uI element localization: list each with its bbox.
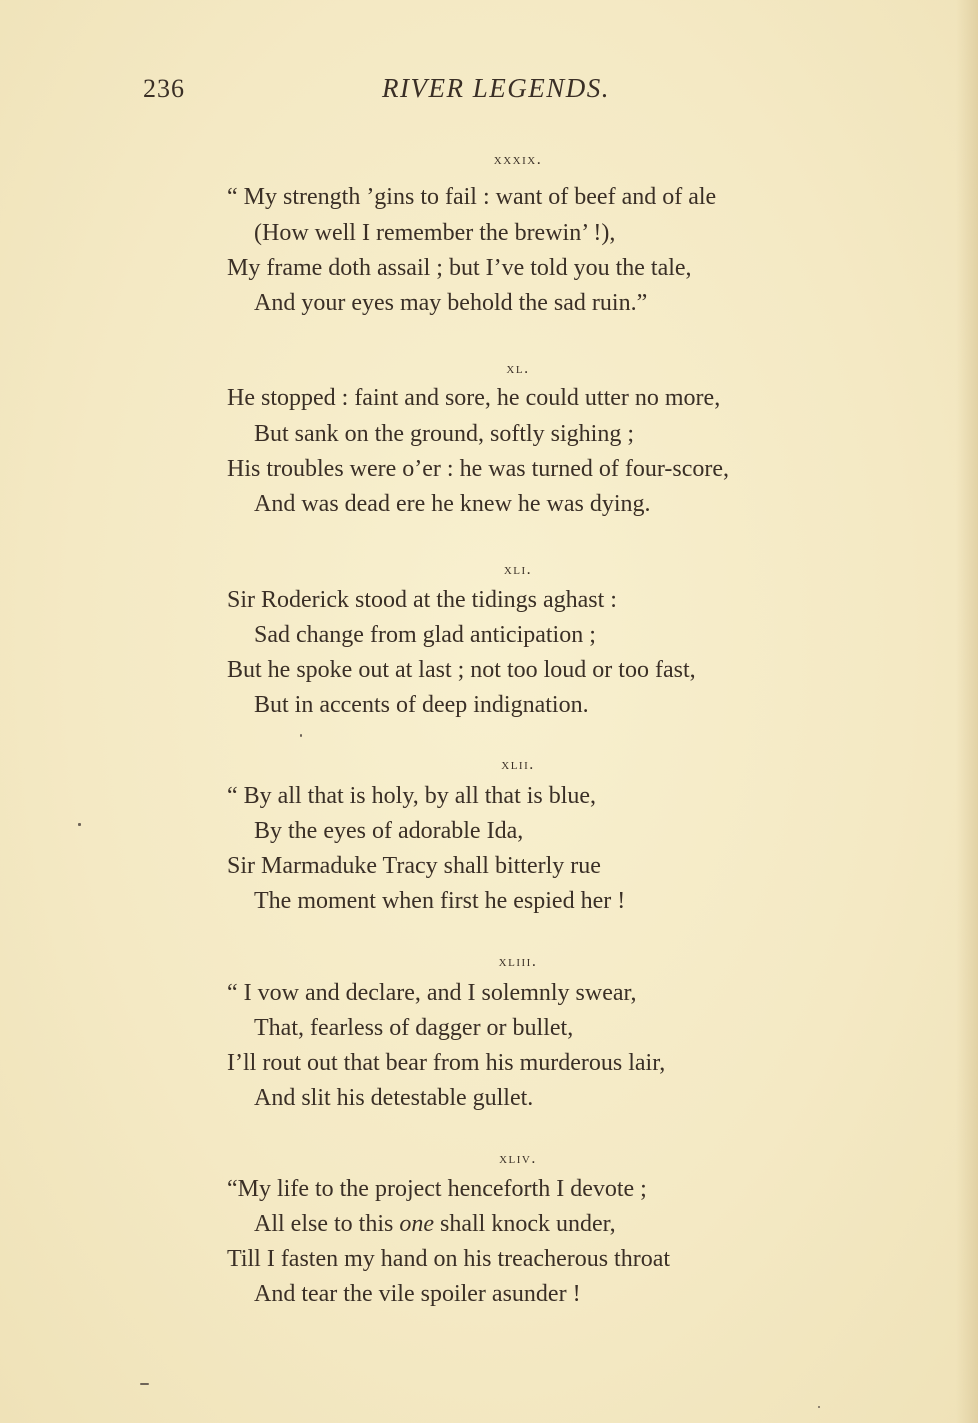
verse-line-text: All else to this [254, 1211, 400, 1237]
verse-line: He stopped : faint and sore, he could utter no more, [227, 385, 721, 411]
verse-line: Sad change from glad anticipation ; [254, 622, 596, 648]
verse-line: And was dead ere he knew he was dying. [254, 491, 651, 517]
page-number: 236 [143, 74, 185, 103]
page-edge-shadow [956, 0, 978, 1423]
stanza-number: xli. [503, 561, 533, 578]
verse-line: And your eyes may behold the sad ruin.” [254, 290, 648, 316]
stanza-number: xliii. [498, 953, 538, 970]
scan-speck [140, 1383, 149, 1385]
running-title: RIVER LEGENDS. [382, 73, 610, 103]
verse-line: “ I vow and declare, and I solemnly swear, [227, 980, 637, 1006]
verse-line: “ By all that is holy, by all that is blue, [227, 783, 597, 809]
verse-line [254, 1209, 616, 1239]
verse-line: His troubles were o’er : he was turned of four-score, [227, 456, 730, 482]
stanza-number: xxxix. [493, 151, 543, 168]
verse-line: My frame doth assail ; but I’ve told you the tale, [227, 255, 692, 281]
verse-line: Sir Marmaduke Tracy shall bitterly rue [227, 853, 601, 879]
verse-line: But sank on the ground, softly sighing ; [254, 421, 634, 447]
verse-line: That, fearless of dagger or bullet, [254, 1015, 574, 1041]
stanza-number: xl. [506, 360, 530, 377]
verse-line: But he spoke out at last ; not too loud or too fast, [227, 657, 696, 683]
verse-line: And slit his detestable gullet. [254, 1085, 534, 1111]
verse-line: Sir Roderick stood at the tidings aghast : [227, 587, 617, 613]
scan-speck [300, 734, 302, 737]
verse-line-text: shall knock under, [433, 1211, 616, 1237]
verse-line: The moment when first he espied her ! [254, 888, 626, 914]
verse-line: And tear the vile spoiler asunder ! [254, 1281, 581, 1307]
scan-speck [78, 823, 81, 826]
emphasized-word: one [399, 1211, 434, 1237]
verse-line: “My life to the project henceforth I devote ; [227, 1176, 647, 1202]
stanza-number: xliv. [499, 1150, 537, 1167]
stanza-number: xlii. [501, 756, 535, 773]
verse-line: “ My strength ’gins to fail : want of beef and of ale [227, 184, 717, 210]
scan-speck [818, 1406, 820, 1408]
verse-line: Till I fasten my hand on his treacherous throat [227, 1246, 671, 1272]
verse-line: I’ll rout out that bear from his murderous lair, [227, 1050, 666, 1076]
verse-line: By the eyes of adorable Ida, [254, 818, 524, 844]
verse-line: (How well I remember the brewin’ !), [254, 220, 616, 246]
verse-line: But in accents of deep indignation. [254, 692, 589, 718]
